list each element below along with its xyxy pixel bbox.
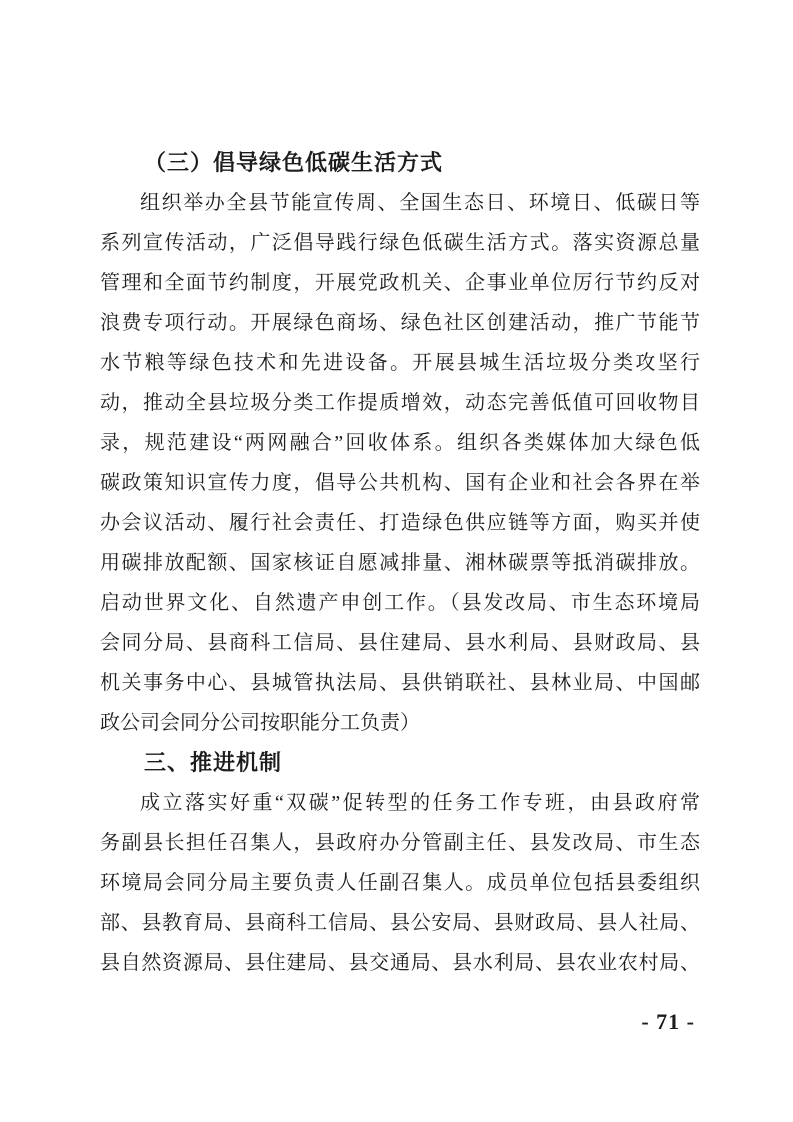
paragraph-green-lifestyle <box>100 183 700 743</box>
text-line: 办会议活动、履行社会责任、打造绿色供应链等方面，购买并使 <box>100 512 700 534</box>
text-line: 浪费专项行动。开展绿色商场、绿色社区创建活动，推广节能节 <box>100 312 700 334</box>
text-line: 务副县长担任召集人，县政府办分管副主任、县发改局、市生态 <box>100 832 700 854</box>
text-line: 组织举办全县节能宣传周、全国生态日、环境日、低碳日等 <box>140 192 700 214</box>
text-line: 部、县教育局、县商科工信局、县公安局、县财政局、县人社局、 <box>100 912 700 934</box>
text-line: 录，规范建设“两网融合”回收体系。组织各类媒体加大绿色低 <box>100 432 700 454</box>
text-line: 动，推动全县垃圾分类工作提质增效，动态完善低值可回收物目 <box>100 392 700 414</box>
section-heading-level2: （三）倡导绿色低碳生活方式 <box>144 150 444 175</box>
text-line: 管理和全面节约制度，开展党政机关、企事业单位厉行节约反对 <box>100 272 700 294</box>
text-line: 启动世界文化、自然遗产申创工作。（县发改局、市生态环境局 <box>100 592 700 614</box>
text-line: 碳政策知识宣传力度，倡导公共机构、国有企业和社会各界在举 <box>100 472 700 494</box>
text-line: 成立落实好重“双碳”促转型的任务工作专班，由县政府常 <box>140 792 700 814</box>
section-heading-level1: 三、推进机制 <box>144 750 283 775</box>
text-line: 会同分局、县商科工信局、县住建局、县水利局、县财政局、县 <box>100 632 700 654</box>
text-line: 环境局会同分局主要负责人任副召集人。成员单位包括县委组织 <box>100 872 700 894</box>
text-line: 系列宣传活动，广泛倡导践行绿色低碳生活方式。落实资源总量 <box>100 232 700 254</box>
paragraph-promotion-mechanism <box>100 783 700 983</box>
text-line: 用碳排放配额、国家核证自愿减排量、湘林碳票等抵消碳排放。 <box>100 552 700 574</box>
text-line: 县自然资源局、县住建局、县交通局、县水利局、县农业农村局、 <box>100 952 700 974</box>
text-line: 政公司会同分公司按职能分工负责） <box>100 712 420 734</box>
text-line: 水节粮等绿色技术和先进设备。开展县城生活垃圾分类攻坚行 <box>100 352 700 374</box>
text-line: 机关事务中心、县城管执法局、县供销联社、县林业局、中国邮 <box>100 672 700 694</box>
page-number: - 71 - <box>641 1009 695 1034</box>
